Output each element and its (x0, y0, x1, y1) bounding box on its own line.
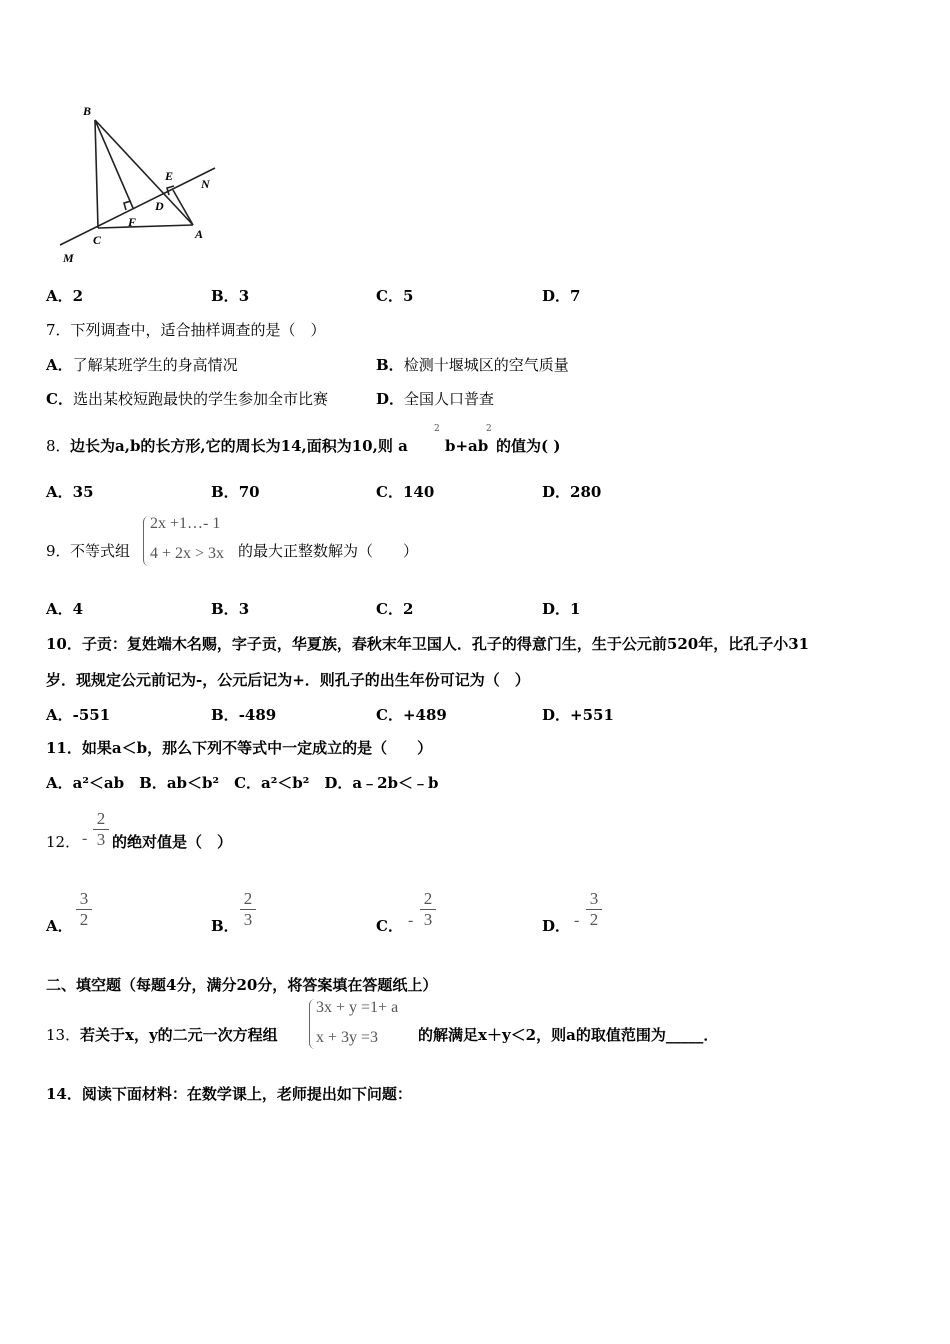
q9-number: 9． (46, 542, 71, 560)
segment-ca (98, 225, 193, 228)
q9-option-c: C．2 (376, 600, 414, 618)
q12-option-d-den: 2 (589, 910, 599, 929)
q14-stem: 14．阅读下面材料：在数学课上，老师提出如下问题： (46, 1085, 412, 1103)
q8-number: 8． (46, 437, 71, 455)
q7-option-c: C．选出某校短跑最快的学生参加全市比赛 (46, 390, 328, 408)
q10-option-b: B．-489 (211, 706, 277, 724)
q12-option-b-den: 3 (243, 910, 253, 929)
label-a: A (195, 227, 204, 241)
q7-option-a: A．了解某班学生的身高情况 (46, 356, 238, 374)
q12-option-c-num: 2 (423, 889, 433, 908)
q12-option-c-den: 3 (423, 910, 433, 929)
q9-option-d: D．1 (542, 600, 581, 618)
q6-option-c: C．5 (376, 287, 414, 305)
q6-option-d: D．7 (542, 287, 581, 305)
q8-option-b: B．70 (211, 483, 260, 501)
q13-number: 13． (46, 1026, 81, 1044)
q13-pre: 若关于x，y的二元一次方程组 (80, 1026, 278, 1044)
q8-stem-b: b+ab (445, 437, 489, 455)
q12-option-d-fraction (586, 890, 602, 929)
q10-option-c: C．+489 (376, 706, 447, 724)
q11-stem: 11．如果a＜b，那么下列不等式中一定成立的是（ ） (46, 739, 433, 757)
q12-option-d-sign: - (574, 912, 580, 929)
q12-fraction (93, 810, 109, 849)
q9-pre: 不等式组 (70, 542, 131, 560)
q12-option-c-fraction (420, 890, 436, 929)
q13-line-2: x + 3y =3 (316, 1029, 379, 1046)
q12-option-a-fraction (76, 890, 92, 929)
q12-post: 的绝对值是（ ） (112, 833, 233, 851)
q8-sup-2: 2 (486, 424, 492, 434)
q12-option-b-letter: B． (211, 917, 239, 935)
q12-fraction-num: 2 (96, 809, 106, 828)
q12-option-a-num: 3 (79, 889, 89, 908)
q12-option-d-num: 3 (589, 889, 599, 908)
label-c: C (93, 233, 102, 247)
label-m: M (63, 251, 74, 265)
q8-sup-1: 2 (434, 424, 440, 434)
label-e: E (165, 169, 174, 183)
q7-option-b: B．检测十堰城区的空气质量 (376, 356, 569, 374)
q12-option-a-den: 2 (79, 910, 89, 929)
q8-option-a: A．35 (46, 483, 94, 501)
q13-brace (309, 999, 316, 1049)
q10-option-d: D．+551 (542, 706, 614, 724)
q6-option-a: A．2 (46, 287, 84, 305)
q11-options: A．a²＜ab B．ab＜b² C．a²＜b² D．a﹣2b＜﹣b (46, 774, 439, 792)
section-2-title: 二、填空题（每题4分，满分20分，将答案填在答题纸上） (46, 976, 438, 994)
segment-bf (95, 120, 133, 208)
q7-stem: 7．下列调查中，适合抽样调查的是（ ） (46, 321, 326, 339)
q6-option-b: B．3 (211, 287, 250, 305)
geometry-figure (55, 100, 225, 270)
label-d: D (155, 199, 164, 213)
q12-option-d-letter: D． (542, 917, 571, 935)
q10-option-a: A．-551 (46, 706, 111, 724)
q12-option-b-fraction (240, 890, 256, 929)
label-n: N (201, 177, 210, 191)
label-b: B (83, 104, 92, 118)
q8-stem-a: 边长为a,b的长方形,它的周长为14,面积为10,则 a (70, 437, 408, 455)
q9-post: 的最大正整数解为（ ） (238, 542, 419, 560)
q12-number: 12． (46, 833, 81, 851)
q8-stem-c: 的值为( ) (496, 437, 561, 455)
q12-neg: - (82, 830, 88, 847)
q12-option-c-sign: - (408, 912, 414, 929)
q12-option-c-letter: C． (376, 917, 403, 935)
q12-option-b-num: 2 (243, 889, 253, 908)
label-f: F (128, 215, 137, 229)
q9-brace (143, 516, 150, 566)
q12-option-a-letter: A． (46, 917, 73, 935)
q13-line-1: 3x + y =1+ a (316, 999, 399, 1016)
q8-option-d: D．280 (542, 483, 602, 501)
q13-post: 的解满足x＋y＜2，则a的取值范围为_____． (418, 1026, 719, 1044)
q7-option-d: D．全国人口普查 (376, 390, 495, 408)
q9-line-2: 4 + 2x > 3x (150, 545, 225, 562)
q10-line-2: 岁．现规定公元前记为-，公元后记为+．则孔子的出生年份可记为（ ） (46, 671, 530, 689)
segment-bc (95, 120, 98, 228)
q9-option-a: A．4 (46, 600, 84, 618)
q10-line-1: 10．子贡：复姓端木名赐，字子贡，华夏族，春秋末年卫国人．孔子的得意门生，生于公元前520年，比孔子小31 (46, 635, 810, 653)
q9-line-1: 2x +1…- 1 (150, 515, 221, 532)
q12-fraction-den: 3 (96, 830, 106, 849)
q9-option-b: B．3 (211, 600, 250, 618)
segment-ba (95, 120, 193, 225)
q8-option-c: C．140 (376, 483, 435, 501)
line-mn (60, 168, 215, 245)
